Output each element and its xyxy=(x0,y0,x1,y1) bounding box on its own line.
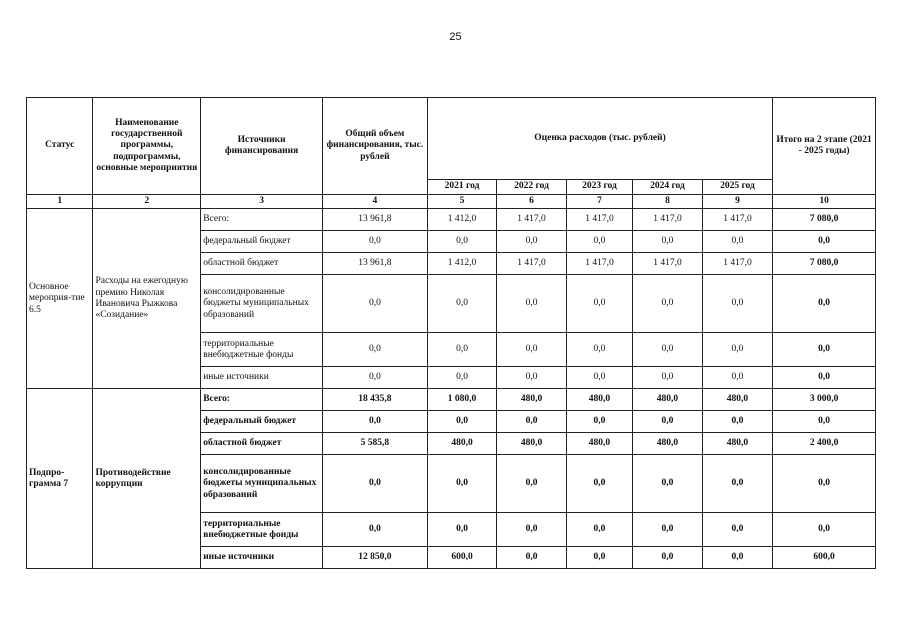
value-cell: 0,0 xyxy=(323,367,428,389)
value-cell: 480,0 xyxy=(702,389,773,411)
value-cell: 0,0 xyxy=(566,547,632,569)
value-cell: 0,0 xyxy=(566,455,632,513)
stage-total-cell: 3 000,0 xyxy=(773,389,876,411)
column-number: 9 xyxy=(702,195,773,209)
stage-total-cell: 0,0 xyxy=(773,275,876,333)
value-cell: 0,0 xyxy=(633,231,702,253)
header-year: 2023 год xyxy=(566,180,632,195)
value-cell: 0,0 xyxy=(633,547,702,569)
value-cell: 600,0 xyxy=(427,547,496,569)
source-cell: Всего: xyxy=(201,389,323,411)
value-cell: 0,0 xyxy=(497,455,566,513)
value-cell: 1 417,0 xyxy=(566,209,632,231)
value-cell: 0,0 xyxy=(702,275,773,333)
value-cell: 18 435,8 xyxy=(323,389,428,411)
stage-total-cell: 0,0 xyxy=(773,455,876,513)
value-cell: 0,0 xyxy=(427,367,496,389)
value-cell: 1 080,0 xyxy=(427,389,496,411)
value-cell: 480,0 xyxy=(633,389,702,411)
value-cell: 0,0 xyxy=(323,333,428,367)
value-cell: 1 417,0 xyxy=(566,253,632,275)
header-sources: Источники финансирования xyxy=(201,98,323,195)
stage-total-cell: 2 400,0 xyxy=(773,433,876,455)
table-row xyxy=(27,389,876,411)
value-cell: 0,0 xyxy=(497,231,566,253)
value-cell: 0,0 xyxy=(497,367,566,389)
stage-total-cell: 0,0 xyxy=(773,367,876,389)
budget-table xyxy=(26,97,876,569)
value-cell: 0,0 xyxy=(427,275,496,333)
value-cell: 1 417,0 xyxy=(633,209,702,231)
stage-total-cell: 0,0 xyxy=(773,231,876,253)
header-name: Наименование государственной программы, подпрограммы, основные мероприятия xyxy=(93,98,201,195)
value-cell: 0,0 xyxy=(427,455,496,513)
value-cell: 0,0 xyxy=(497,275,566,333)
value-cell: 13 961,8 xyxy=(323,209,428,231)
column-number: 5 xyxy=(427,195,496,209)
value-cell: 0,0 xyxy=(633,513,702,547)
value-cell: 0,0 xyxy=(633,367,702,389)
value-cell: 0,0 xyxy=(566,513,632,547)
value-cell: 480,0 xyxy=(633,433,702,455)
stage-total-cell: 0,0 xyxy=(773,411,876,433)
stage-total-cell: 7 080,0 xyxy=(773,209,876,231)
header-total-volume: Общий объем финансирования, тыс. рублей xyxy=(323,98,428,195)
source-cell: иные источники xyxy=(201,367,323,389)
value-cell: 480,0 xyxy=(566,433,632,455)
value-cell: 5 585,8 xyxy=(323,433,428,455)
value-cell: 0,0 xyxy=(633,411,702,433)
value-cell: 0,0 xyxy=(702,547,773,569)
table-body xyxy=(27,209,876,569)
source-cell: консолидированные бюджеты муниципальных образований xyxy=(201,455,323,513)
value-cell: 12 850,0 xyxy=(323,547,428,569)
value-cell: 0,0 xyxy=(702,513,773,547)
column-number: 3 xyxy=(201,195,323,209)
value-cell: 480,0 xyxy=(497,389,566,411)
stage-total-cell: 0,0 xyxy=(773,513,876,547)
value-cell: 0,0 xyxy=(702,231,773,253)
source-cell: Всего: xyxy=(201,209,323,231)
column-number: 7 xyxy=(566,195,632,209)
value-cell: 1 417,0 xyxy=(497,253,566,275)
value-cell: 0,0 xyxy=(566,333,632,367)
value-cell: 0,0 xyxy=(566,411,632,433)
value-cell: 0,0 xyxy=(427,333,496,367)
value-cell: 0,0 xyxy=(702,367,773,389)
value-cell: 0,0 xyxy=(497,411,566,433)
header-status: Статус xyxy=(27,98,93,195)
stage-total-cell: 7 080,0 xyxy=(773,253,876,275)
source-cell: территориальные внебюджетные фонды xyxy=(201,513,323,547)
value-cell: 0,0 xyxy=(427,411,496,433)
source-cell: федеральный бюджет xyxy=(201,411,323,433)
table-row xyxy=(27,209,876,231)
source-cell: областной бюджет xyxy=(201,253,323,275)
status-cell: Основное мероприя-тие 6.5 xyxy=(27,209,93,389)
value-cell: 480,0 xyxy=(566,389,632,411)
page-number: 25 xyxy=(449,31,462,43)
value-cell: 13 961,8 xyxy=(323,253,428,275)
value-cell: 0,0 xyxy=(497,513,566,547)
value-cell: 0,0 xyxy=(702,333,773,367)
source-cell: областной бюджет xyxy=(201,433,323,455)
program-name-cell: Противодействие коррупции xyxy=(93,389,201,569)
value-cell: 0,0 xyxy=(427,513,496,547)
source-cell: федеральный бюджет xyxy=(201,231,323,253)
value-cell: 0,0 xyxy=(566,275,632,333)
column-number: 4 xyxy=(323,195,428,209)
value-cell: 0,0 xyxy=(566,231,632,253)
value-cell: 0,0 xyxy=(497,333,566,367)
column-number: 1 xyxy=(27,195,93,209)
value-cell: 0,0 xyxy=(323,455,428,513)
column-number: 6 xyxy=(497,195,566,209)
stage-total-cell: 0,0 xyxy=(773,333,876,367)
value-cell: 0,0 xyxy=(323,513,428,547)
column-number: 2 xyxy=(93,195,201,209)
value-cell: 1 417,0 xyxy=(497,209,566,231)
program-name-cell: Расходы на ежегодную премию Николая Ивановича Рыжкова «Созидание» xyxy=(93,209,201,389)
header-year: 2024 год xyxy=(633,180,702,195)
status-cell: Подпро-грамма 7 xyxy=(27,389,93,569)
value-cell: 0,0 xyxy=(497,547,566,569)
header-year: 2022 год xyxy=(497,180,566,195)
column-number: 8 xyxy=(633,195,702,209)
value-cell: 1 412,0 xyxy=(427,209,496,231)
value-cell: 0,0 xyxy=(633,333,702,367)
source-cell: консолидированные бюджеты муниципальных образований xyxy=(201,275,323,333)
value-cell: 0,0 xyxy=(566,367,632,389)
source-cell: иные источники xyxy=(201,547,323,569)
value-cell: 480,0 xyxy=(497,433,566,455)
value-cell: 0,0 xyxy=(702,455,773,513)
value-cell: 0,0 xyxy=(323,411,428,433)
value-cell: 480,0 xyxy=(427,433,496,455)
value-cell: 480,0 xyxy=(702,433,773,455)
source-cell: территориальные внебюджетные фонды xyxy=(201,333,323,367)
column-number: 10 xyxy=(773,195,876,209)
header-year: 2021 год xyxy=(427,180,496,195)
value-cell: 0,0 xyxy=(323,275,428,333)
value-cell: 0,0 xyxy=(633,275,702,333)
value-cell: 0,0 xyxy=(633,455,702,513)
value-cell: 0,0 xyxy=(702,411,773,433)
value-cell: 1 417,0 xyxy=(702,209,773,231)
value-cell: 0,0 xyxy=(427,231,496,253)
header-year: 2025 год xyxy=(702,180,773,195)
value-cell: 1 412,0 xyxy=(427,253,496,275)
value-cell: 1 417,0 xyxy=(633,253,702,275)
stage-total-cell: 600,0 xyxy=(773,547,876,569)
value-cell: 1 417,0 xyxy=(702,253,773,275)
header-estimate: Оценка расходов (тыс. рублей) xyxy=(427,98,772,180)
header-stage-total: Итого на 2 этапе (2021 - 2025 годы) xyxy=(773,98,876,195)
value-cell: 0,0 xyxy=(323,231,428,253)
